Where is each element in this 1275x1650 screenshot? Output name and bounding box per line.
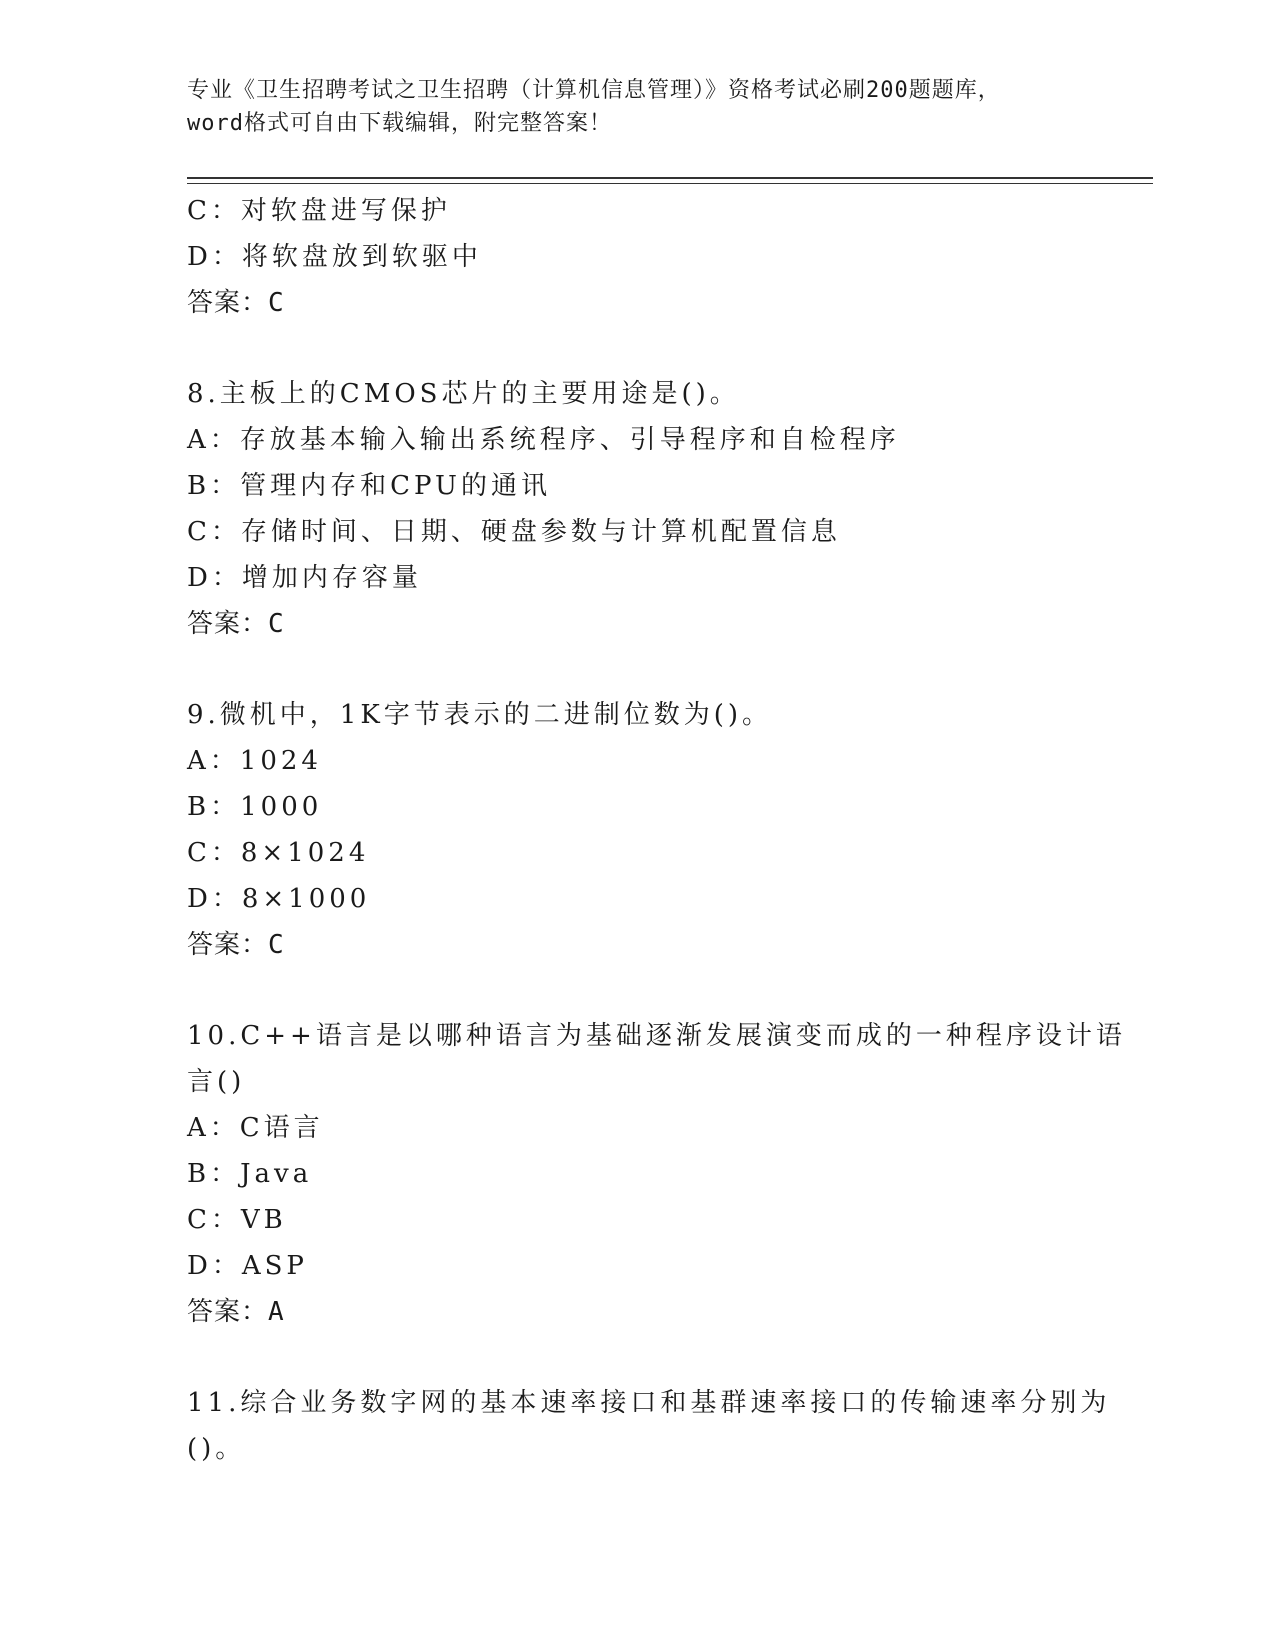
option-a: A：1024: [187, 746, 322, 776]
spacer: [187, 968, 1087, 1013]
option-b: B：1000: [187, 792, 323, 822]
option-d: D：将软盘放到软驱中: [187, 242, 482, 272]
question-7-block: [187, 188, 1087, 326]
header-divider-thick: [187, 177, 1153, 179]
answer: 答案：C: [187, 609, 285, 639]
question-11-block: [187, 1380, 1111, 1472]
option-a: A：C语言: [187, 1113, 324, 1143]
option-c: C：8×1024: [187, 838, 370, 868]
answer: 答案：C: [187, 288, 285, 318]
option-a: A：存放基本输入输出系统程序、引导程序和自检程序: [187, 425, 900, 455]
option-b: B：管理内存和CPU的通讯: [187, 471, 551, 501]
question-text-line-1: 10.C++语言是以哪种语言为基础逐渐发展演变而成的一种程序设计语: [187, 1021, 1126, 1051]
answer: 答案：A: [187, 1297, 285, 1327]
question-10-block: [187, 1013, 1126, 1335]
question-8-block: [187, 371, 1087, 647]
spacer: [187, 326, 1087, 371]
option-c: C：对软盘进写保护: [187, 196, 451, 226]
question-text-line-2: 言(): [187, 1067, 246, 1097]
question-text-line-1: 11.综合业务数字网的基本速率接口和基群速率接口的传输速率分别为: [187, 1388, 1111, 1418]
answer: 答案：C: [187, 930, 285, 960]
option-c: C：VB: [187, 1205, 287, 1235]
header-title-line-1: 专业《卫生招聘考试之卫生招聘（计算机信息管理）》资格考试必刷200题题库，: [187, 78, 1001, 103]
option-d: D：增加内存容量: [187, 563, 422, 593]
question-text: 8.主板上的CMOS芯片的主要用途是()。: [187, 379, 740, 409]
document-header: [187, 74, 1087, 140]
question-text-line-2: ()。: [187, 1434, 246, 1464]
question-list: [187, 188, 1126, 1472]
option-d: D：ASP: [187, 1251, 308, 1281]
spacer: [187, 1335, 1087, 1380]
header-title-line-2: word格式可自由下载编辑，附完整答案！: [187, 111, 612, 136]
spacer: [187, 647, 1087, 692]
question-9-block: [187, 692, 1087, 968]
header-divider-thin: [187, 183, 1153, 184]
option-d: D：8×1000: [187, 884, 371, 914]
option-c: C：存储时间、日期、硬盘参数与计算机配置信息: [187, 517, 841, 547]
question-text: 9.微机中，1K字节表示的二进制位数为()。: [187, 700, 773, 730]
option-b: B：Java: [187, 1159, 313, 1189]
